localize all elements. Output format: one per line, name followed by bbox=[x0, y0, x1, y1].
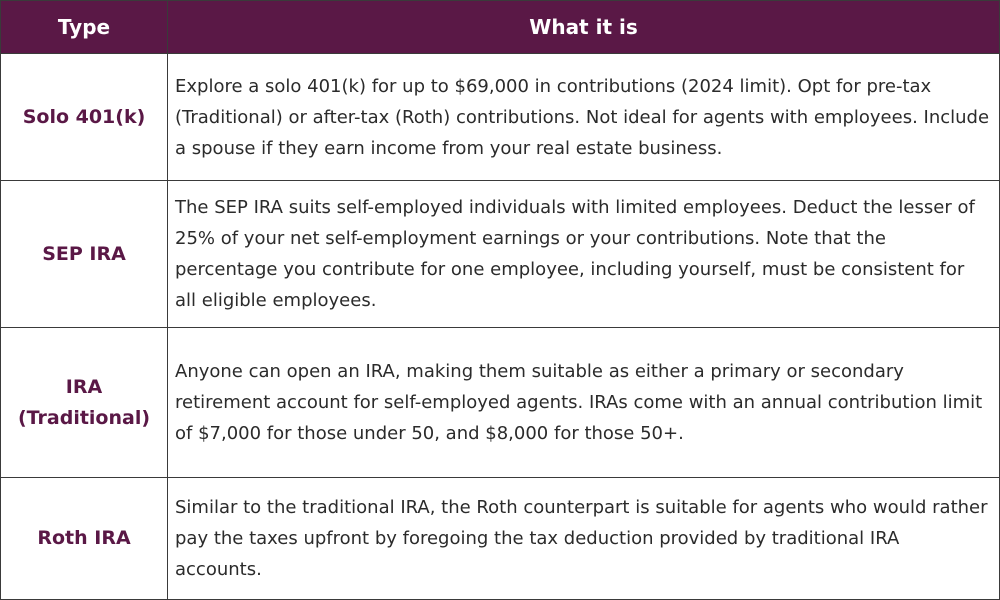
description-cell bbox=[168, 54, 999, 180]
type-label: Roth IRA bbox=[37, 527, 131, 549]
table-row bbox=[1, 328, 999, 478]
description-text: Anyone can open an IRA, making them suitable as either a primary or secondary retirement account for self-employed agents. IRAs come with an annual contribution limit of $7,000 for those under 50, and $8,000 for those 50+. bbox=[175, 361, 983, 444]
table-header-row bbox=[1, 1, 999, 54]
table-row bbox=[1, 478, 999, 599]
type-label: IRA (Traditional) bbox=[17, 375, 151, 429]
description-column-header: What it is bbox=[529, 15, 638, 39]
description-text: The SEP IRA suits self-employed individuals with limited employees. Deduct the lesser of 25% of your net self-employment earnings or your contributions. Note that the percentage you contribute for one employee, including yourself, must be consistent for all eligible employees. bbox=[175, 197, 975, 311]
description-text: Explore a solo 401(k) for up to $69,000 in contributions (2024 limit). Opt for pre-tax (Traditional) or after-tax (Roth) contributions. Not ideal for agents with employees. Include a spouse if they earn income from your real estate business. bbox=[175, 75, 990, 159]
type-cell bbox=[1, 181, 168, 327]
type-column-header: Type bbox=[1, 1, 168, 53]
type-cell bbox=[1, 328, 168, 477]
description-cell bbox=[168, 478, 999, 599]
description-cell bbox=[168, 181, 999, 327]
table-row bbox=[1, 54, 999, 181]
description-text: Similar to the traditional IRA, the Roth counterpart is suitable for agents who would rather pay the taxes upfront by foregoing the tax deduction provided by traditional IRA accounts. bbox=[175, 497, 988, 580]
description-cell bbox=[168, 328, 999, 477]
type-label: SEP IRA bbox=[42, 242, 126, 265]
type-label: Solo 401(k) bbox=[22, 105, 146, 128]
table-row bbox=[1, 181, 999, 328]
type-cell bbox=[1, 54, 168, 180]
type-cell bbox=[1, 478, 168, 599]
